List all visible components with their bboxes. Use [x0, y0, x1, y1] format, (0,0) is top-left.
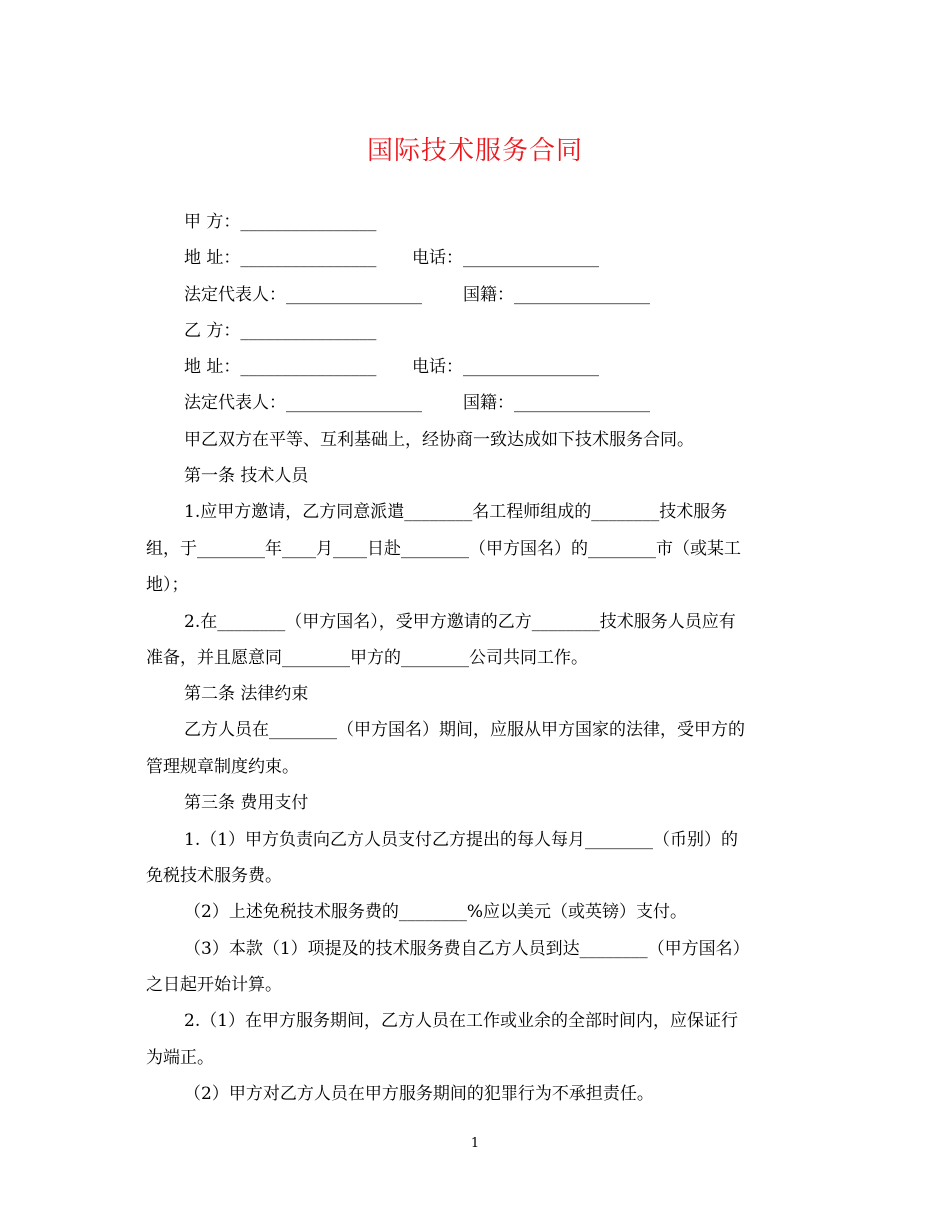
article-3-clause-2-line-2: 为端正。	[146, 1048, 214, 1068]
party-b-address-field: 地 址：________________	[184, 357, 377, 377]
party-b-field: 乙 方：________________	[184, 321, 377, 341]
party-b-nationality-field: 国籍：________________	[463, 393, 650, 413]
article-2-heading: 第二条 法律约束	[184, 684, 309, 704]
article-3-clause-1-sub-2: （2）上述免税技术服务费的________%应以美元（或英镑）支付。	[184, 902, 687, 922]
article-3-clause-2-line-1: 2.（1）在甲方服务期间，乙方人员在工作或业余的全部时间内，应保证行	[184, 1011, 739, 1031]
party-a-rep-field: 法定代表人：________________	[184, 285, 422, 305]
article-1-clause-1-line-2: 组，于________年____月____日赴________（甲方国名）的________市（或某工	[146, 539, 741, 559]
article-3-clause-1-sub-3-line-1: （3）本款（1）项提及的技术服务费自乙方人员到达________（甲方国名）	[184, 939, 750, 959]
article-2-paragraph-line-1: 乙方人员在________（甲方国名）期间，应服从甲方国家的法律，受甲方的	[184, 720, 745, 740]
party-b-rep-field: 法定代表人：________________	[184, 393, 422, 413]
party-a-field: 甲 方：________________	[184, 212, 377, 232]
article-1-clause-1-line-3: 地）；	[146, 575, 189, 595]
party-b-phone-field: 电话：________________	[412, 357, 599, 377]
article-1-clause-2-line-2: 准备，并且愿意同________甲方的________公司共同工作。	[146, 648, 588, 668]
article-1-clause-1-line-1: 1.应甲方邀请，乙方同意派遣________名工程师组成的________技术服务	[184, 502, 728, 522]
article-1-clause-2-line-1: 2.在________（甲方国名），受甲方邀请的乙方________技术服务人员应有	[184, 612, 736, 632]
document-title: 国际技术服务合同	[366, 136, 583, 166]
party-b-line	[184, 319, 846, 343]
article-3-heading: 第三条 费用支付	[184, 793, 309, 813]
article-3-clause-1-line-1: 1.（1）甲方负责向乙方人员支付乙方提出的每人每月________（币别）的	[184, 830, 739, 850]
party-a-nationality-field: 国籍：________________	[463, 285, 650, 305]
article-1-heading: 第一条 技术人员	[184, 466, 309, 486]
party-a-phone-field: 电话：________________	[412, 248, 599, 268]
article-3-clause-1-sub-3-line-2: 之日起开始计算。	[146, 975, 282, 995]
intro-paragraph: 甲乙双方在平等、互利基础上，经协商一致达成如下技术服务合同。	[184, 430, 694, 450]
article-3-clause-2-sub-2: （2）甲方对乙方人员在甲方服务期间的犯罪行为不承担责任。	[184, 1084, 654, 1104]
party-a-line	[184, 210, 846, 234]
page-number: 1	[470, 1136, 480, 1151]
article-3-clause-1-line-2: 免税技术服务费。	[146, 866, 282, 886]
party-a-address-field: 地 址：________________	[184, 248, 377, 268]
article-2-paragraph-line-2: 管理规章制度约束。	[146, 757, 299, 777]
